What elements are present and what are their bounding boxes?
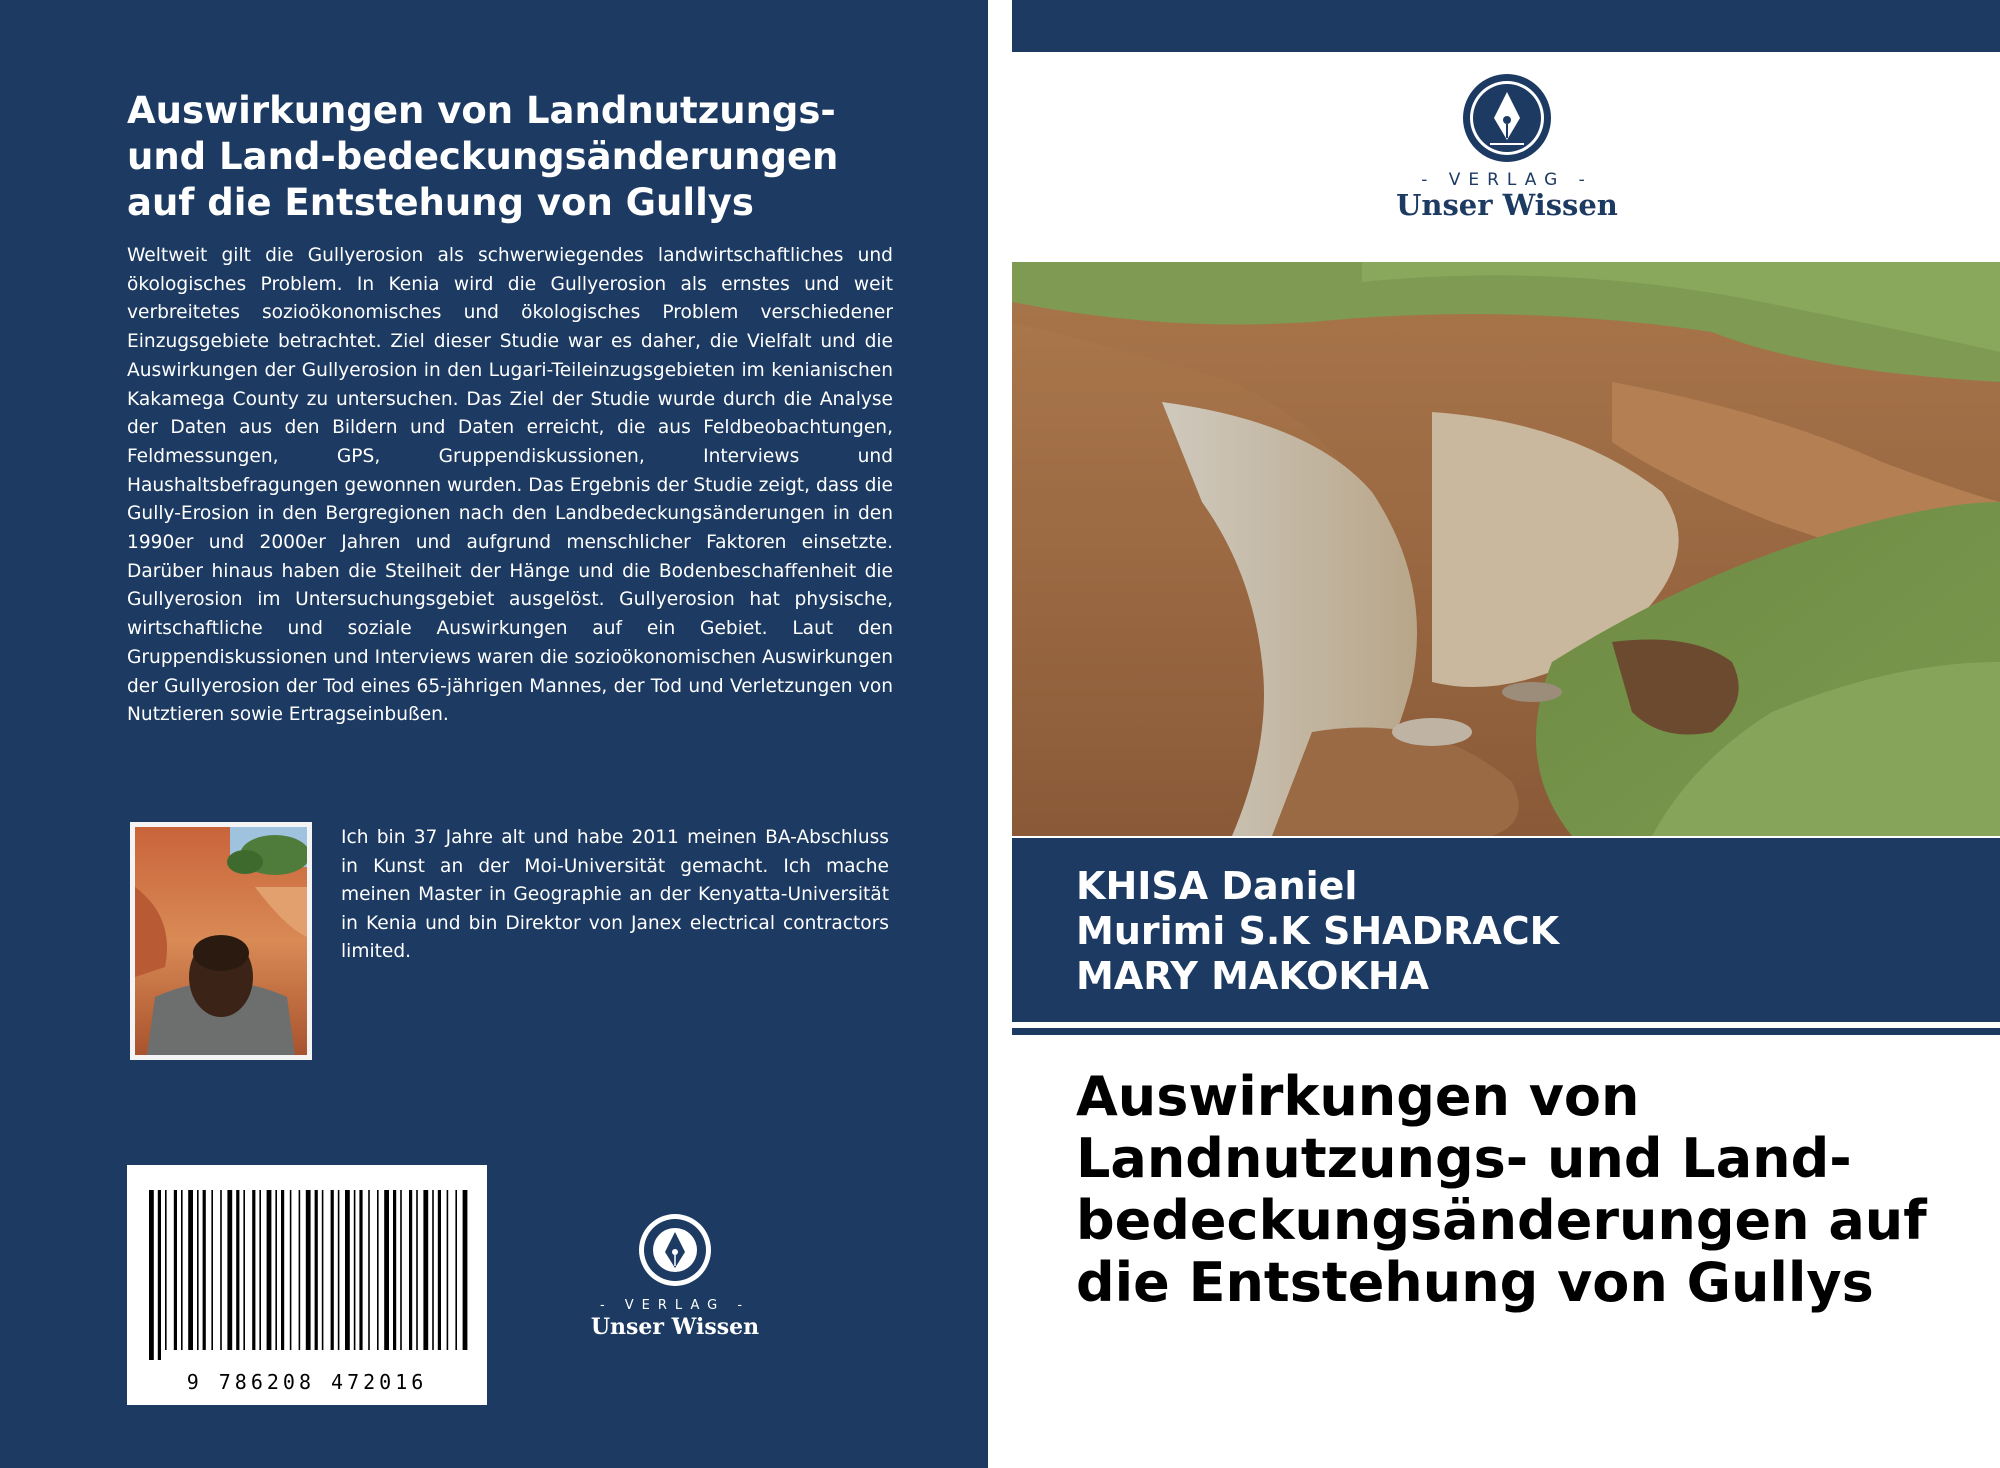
front-cover-title: Auswirkungen von Landnutzungs- und Land-bedeckungsänderungen auf die Entstehung von Gullys — [1076, 1065, 1927, 1314]
barcode-bar — [423, 1190, 428, 1350]
cover-photo-gully — [1012, 262, 2000, 836]
barcode-bar — [267, 1190, 272, 1350]
barcode-bar — [393, 1190, 396, 1350]
barcode-bar — [243, 1190, 245, 1350]
fountain-pen-nib-icon — [585, 1212, 765, 1292]
author-portrait-image — [135, 827, 307, 1055]
barcode-bar — [203, 1190, 206, 1350]
barcode-bar — [377, 1190, 379, 1350]
abstract-text: Weltweit gilt die Gullyerosion als schwerwiegendes landwirtschaftliches und ökologisches Problem. In Kenia wird die Gullyerosion als ernstes und weit verbreitetes sozioökonomisches und ökologisches Problem verschiedener Einzugsgebiete betrachtet. Ziel dieser Studie war es daher, die Vielfalt und die Auswirkungen der Gullyerosion in den Lugari-Teileinzugsgebieten im kenianischen Kakamega County zu untersuchen. Das Ziel der Studie wurde durch die Analyse der Daten aus den Bildern und Daten erreicht, die aus Feldbeobachtungen, Feldmessungen, GPS, Gruppendiskussionen, Interviews und Haushaltsbefragungen gewonnen wurden. Das Ergebnis der Studie zeigt, dass die Gully-Erosion in den Bergregionen nach den Landbedeckungsänderungen in den 1990er und 2000er Jahren und aufgrund menschlicher Faktoren einsetzte. Darüber hinaus haben die Steilheit der Hänge und die Bodenbeschaffenheit die Gullyerosion im Untersuchungsgebiet ausgelöst. Gullyerosion hat physische, wirtschaftliche und soziale Auswirkungen auf ein Gebiet. Laut den Gruppendiskussionen und Interviews waren die sozioökonomischen Auswirkungen der Gullyerosion der Tod eines 65-jährigen Mannes, der Tod und Verletzungen von Nutztieren sowie Ertragseinbußen. — [127, 245, 893, 726]
author-bio: Ich bin 37 Jahre alt und habe 2011 meinen BA-Abschluss in Kunst an der Moi-Universität gemacht. Ich mache meinen Master in Geographie an der Kenyatta-Universität in Kenia und bin Direktor von Janex electrical contractors limited. — [341, 827, 889, 963]
barcode-bar — [299, 1190, 301, 1350]
barcode-bar — [259, 1190, 261, 1350]
barcode-bar — [252, 1190, 255, 1350]
barcode-bar — [197, 1190, 199, 1350]
barcode-bar — [447, 1190, 449, 1350]
gully-erosion-image — [1012, 262, 2000, 836]
barcode-bar — [290, 1190, 292, 1350]
barcode-bar — [236, 1190, 239, 1350]
publisher-verlag-front: - VERLAG - — [1421, 170, 1593, 190]
isbn-number: 9 786208 472016 — [186, 1370, 428, 1394]
authors-band — [1012, 838, 2000, 1022]
barcode-bar — [400, 1190, 402, 1350]
barcode-bar — [455, 1190, 457, 1350]
barcode-bar — [409, 1190, 412, 1350]
front-cover — [1012, 0, 2000, 1468]
spine — [988, 0, 1012, 1468]
barcode-bar — [438, 1190, 441, 1350]
author-name-3: MARY MAKOKHA — [1076, 954, 1430, 998]
barcode-bar — [188, 1190, 193, 1350]
barcode-bar — [158, 1190, 161, 1360]
barcode-bar — [345, 1190, 350, 1350]
barcode-bar — [463, 1190, 468, 1350]
barcode-bar — [354, 1190, 356, 1350]
barcode-bar — [416, 1190, 418, 1350]
publisher-name-front: Unser Wissen — [1396, 188, 1618, 222]
barcode-bar — [338, 1190, 340, 1350]
fountain-pen-nib-icon — [1362, 74, 1652, 166]
barcode-bar — [306, 1190, 311, 1350]
back-cover — [0, 0, 988, 1468]
barcode-bar — [322, 1190, 324, 1350]
isbn-barcode — [127, 1165, 487, 1405]
back-cover-title: Auswirkungen von Landnutzungs- und Land-bedeckungsänderungen auf die Entstehung von Gullys — [127, 89, 839, 224]
barcode-bar — [432, 1190, 434, 1350]
barcode-bar — [315, 1190, 318, 1350]
top-band — [1012, 0, 2000, 52]
barcode-bar — [359, 1190, 362, 1350]
barcode-bar — [368, 1190, 370, 1350]
barcode-bars — [127, 1165, 487, 1365]
author-photo — [130, 822, 312, 1060]
publisher-verlag-back: - VERLAG - — [599, 1298, 751, 1313]
publisher-logo-back — [585, 1212, 765, 1342]
barcode-bar — [211, 1190, 213, 1350]
barcode-bar — [181, 1190, 183, 1350]
barcode-bar — [275, 1190, 277, 1350]
barcode-bar — [331, 1190, 334, 1350]
barcode-bar — [174, 1190, 177, 1350]
barcode-bar — [220, 1190, 222, 1350]
author-name-2: Murimi S.K SHADRACK — [1076, 909, 1560, 953]
barcode-bar — [281, 1190, 284, 1350]
separator-line — [1012, 1028, 2000, 1035]
barcode-bar — [165, 1190, 167, 1350]
barcode-bar — [384, 1190, 389, 1350]
barcode-bar — [149, 1190, 154, 1360]
publisher-name-back: Unser Wissen — [590, 1314, 760, 1340]
barcode-bar — [227, 1190, 232, 1350]
author-name-1: KHISA Daniel — [1076, 864, 1358, 908]
publisher-logo-front — [1362, 74, 1652, 224]
